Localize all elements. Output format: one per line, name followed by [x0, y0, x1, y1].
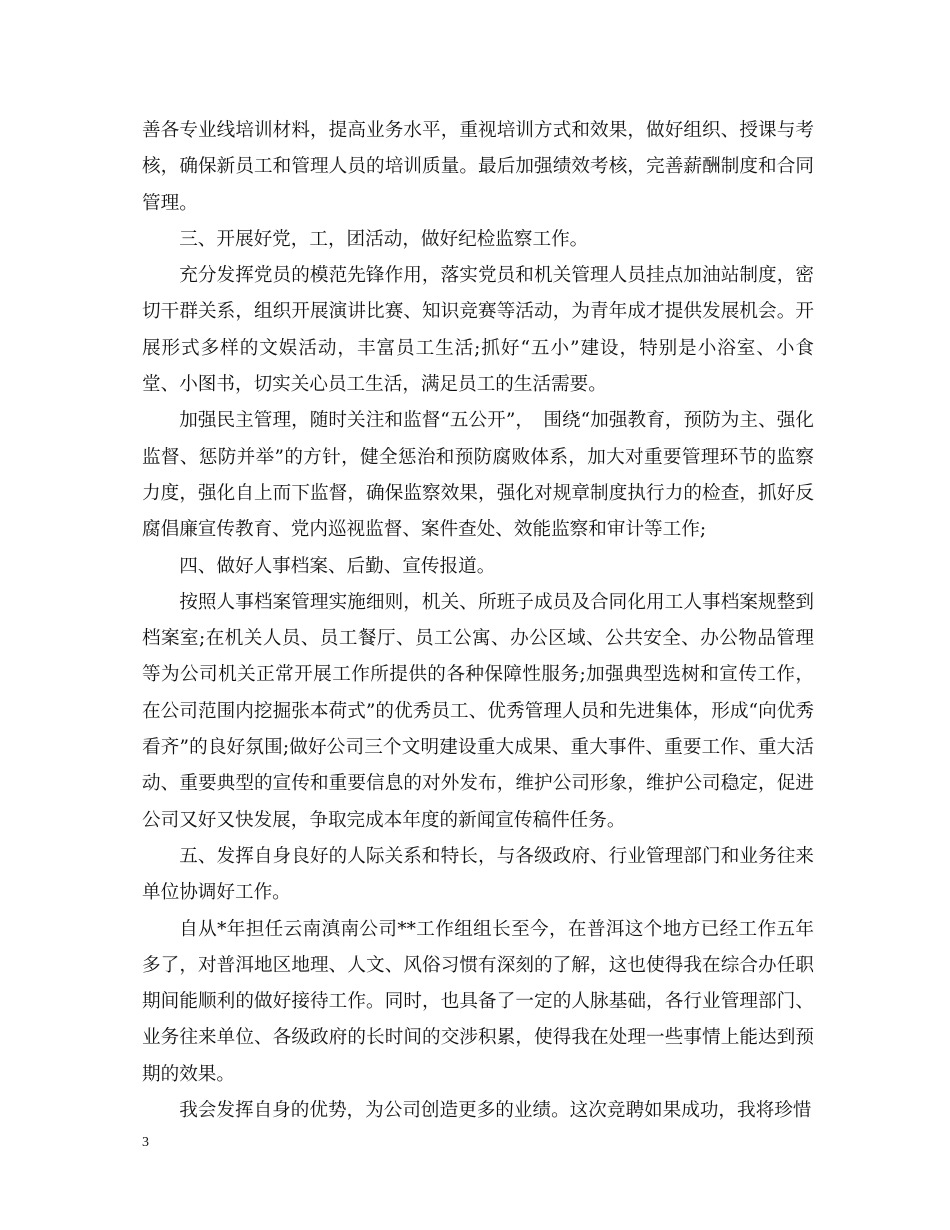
paragraph-9: 我会发挥自身的优势，为公司创造更多的业绩。这次竞聘如果成功，我将珍惜 — [179, 1100, 812, 1122]
paragraph-8: 自从*年担任云南滇南公司**工作组组长至今，在普洱这个地方已经工作五年多了，对普洱地区地理、人文、风俗习惯有深刻的了解，这也使得我在综合办任职期间能顺利的做好接待工作。同时，也具备了一定的人脉基础，各行业管理部门、业务往来单位、各级政府的长时间的交涉积累，使得我在处理一些事情上能达到预期的效果。 — [142, 918, 814, 1085]
paragraph-6: 按照人事档案管理实施细则，机关、所班子成员及合同化用工人事档案规整到档案室;在机关人员、员工餐厅、员工公寓、办公区域、公共安全、办公物品管理等为公司机关正常开展工作所提供的各种保障性服务;加强典型选树和宣传工作，在公司范围内挖掘张本荷式”的优秀员工、优秀管理人员和先进集体，形成“向优秀看齐”的良好氛围;做好公司三个文明建设重大成果、重大事件、重要工作、重大活动、重要典型的宣传和重要信息的对外发布，维护公司形象，维护公司稳定，促进公司又好又快发展，争取完成本年度的新闻宣传稿件任务。 — [142, 591, 814, 831]
paragraph-3: 充分发挥党员的模范先锋作用，落实党员和机关管理人员挂点加油站制度，密切干群关系，组织开展演讲比赛、知识竞赛等活动，为青年成才提供发展机会。开展形式多样的文娱活动，丰富员工生活;抓好“五小”建设，特别是小浴室、小食堂、小图书，切实关心员工生活，满足员工的生活需要。 — [142, 265, 814, 396]
section-heading-4: 四、做好人事档案、后勤、宣传报道。 — [179, 555, 496, 577]
section-heading-3: 三、开展好党，工，团活动，做好纪检监察工作。 — [179, 228, 589, 250]
document-body — [142, 113, 814, 1129]
paragraph-4: 加强民主管理，随时关注和监督“五公开”， 围绕“加强教育，预防为主、强化监督、惩防并举”的方针，健全惩治和预防腐败体系，加大对重要管理环节的监察力度，强化自上而下监督，确保监察效果，强化对规章制度执行力的检查，抓好反腐倡廉宣传教育、党内巡视监督、案件查处、效能监察和审计等工作; — [142, 410, 814, 541]
page-number: 3 — [142, 1135, 149, 1150]
paragraph-1: 善各专业线培训材料，提高业务水平，重视培训方式和效果，做好组织、授课与考核，确保新员工和管理人员的培训质量。最后加强绩效考核，完善薪酬制度和合同管理。 — [142, 120, 814, 214]
section-heading-5: 五、发挥自身良好的人际关系和特长，与各级政府、行业管理部门和业务往来单位协调好工作。 — [142, 845, 814, 904]
